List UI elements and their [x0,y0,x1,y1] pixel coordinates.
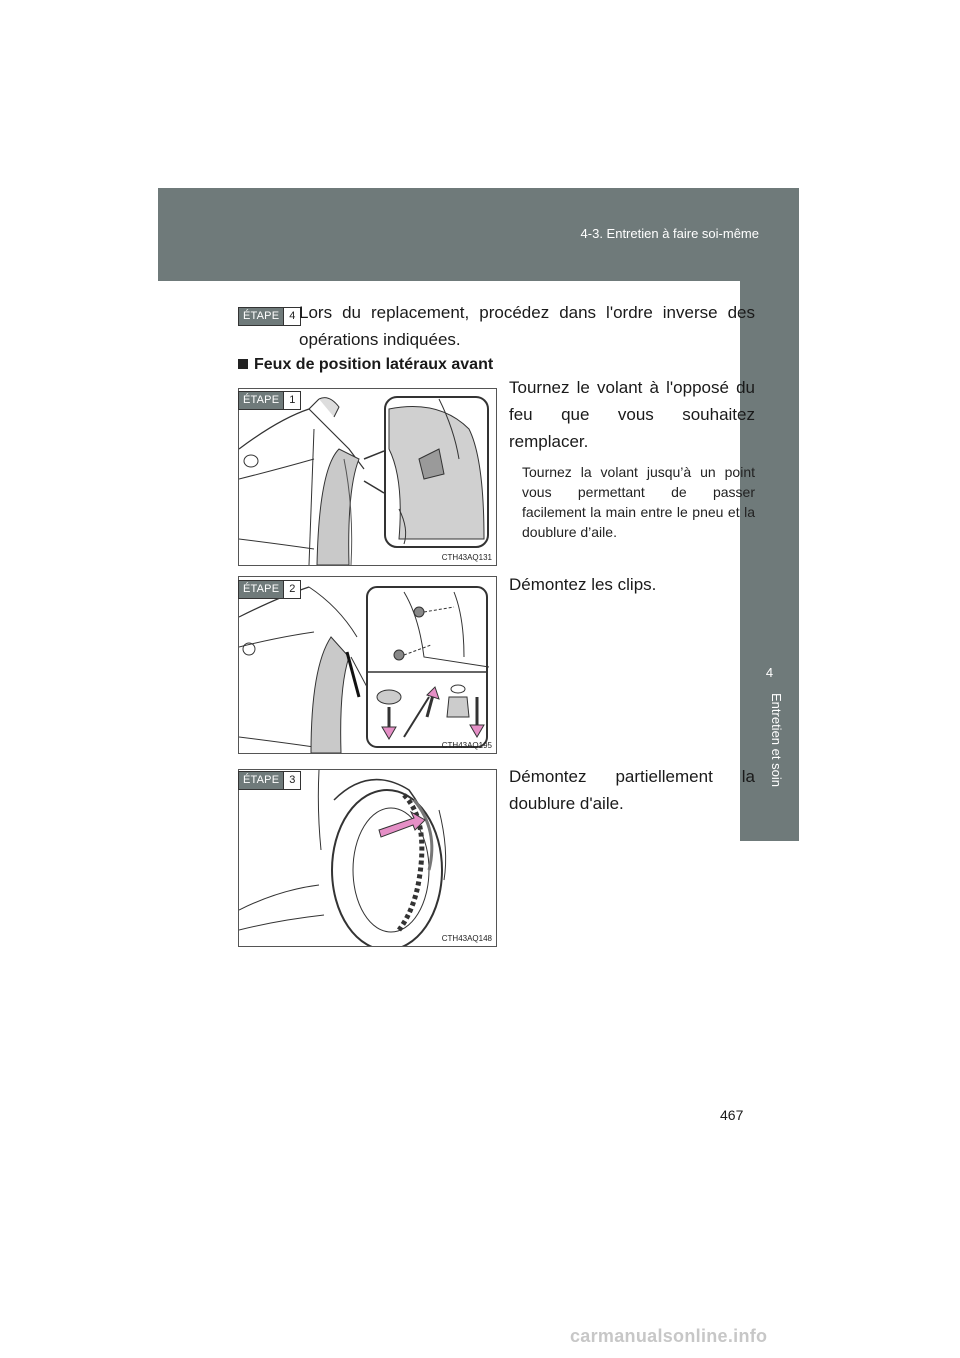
step-3-text: Démontez partiellement la doublure d'aile. [509,767,755,813]
page-number: 467 [720,1107,744,1123]
step-badge-3 [238,771,301,790]
step-badge-number: 2 [283,581,300,598]
watermark: carmanualsonline.info [570,1326,768,1346]
figure-step-2 [238,576,497,754]
fender-illustration [239,389,496,565]
step-badge-number: 4 [283,308,300,325]
figure-code: CTH43AQ148 [441,934,492,943]
header-band [158,188,799,281]
step-2-text: Démontez les clips. [509,575,657,594]
section-title-text: Feux de position latéraux avant [254,356,494,373]
step-1-note: Tournez la volant jusqu’à un point vous permettant de passer facilement la main entre le pneu et la doublure d’aile. [522,464,755,540]
chapter-side-tab [740,281,799,841]
chapter-label: Entretien et soin [769,693,784,787]
wheel-liner-illustration [239,770,496,946]
step-badge-number: 1 [283,392,300,409]
step-badge-label: ÉTAPE [239,308,283,325]
figure-step-3 [238,769,497,947]
clips-illustration [239,577,496,753]
step-badge-label: ÉTAPE [239,392,283,409]
step-badge-2 [238,580,301,599]
figure-step-1 [238,388,497,566]
step-badge-label: ÉTAPE [239,772,283,789]
step-badge-4 [238,307,301,326]
chapter-number: 4 [765,665,774,680]
figure-code: CTH43AQ131 [441,553,492,562]
figure-code: CTH43AQ195 [441,741,492,750]
step-badge-1 [238,391,301,410]
step-badge-number: 3 [283,772,300,789]
section-header-title: 4-3. Entretien à faire soi-même [580,226,759,241]
step-1-text: Tournez le volant à l'opposé du feu que vous souhaitez remplacer. [509,378,755,451]
step-4-text: Lors du replacement, procédez dans l'ordre inverse des opérations indiquées. [299,303,755,349]
section-title [238,356,493,374]
step-badge-label: ÉTAPE [239,581,283,598]
square-bullet-icon [238,359,248,369]
